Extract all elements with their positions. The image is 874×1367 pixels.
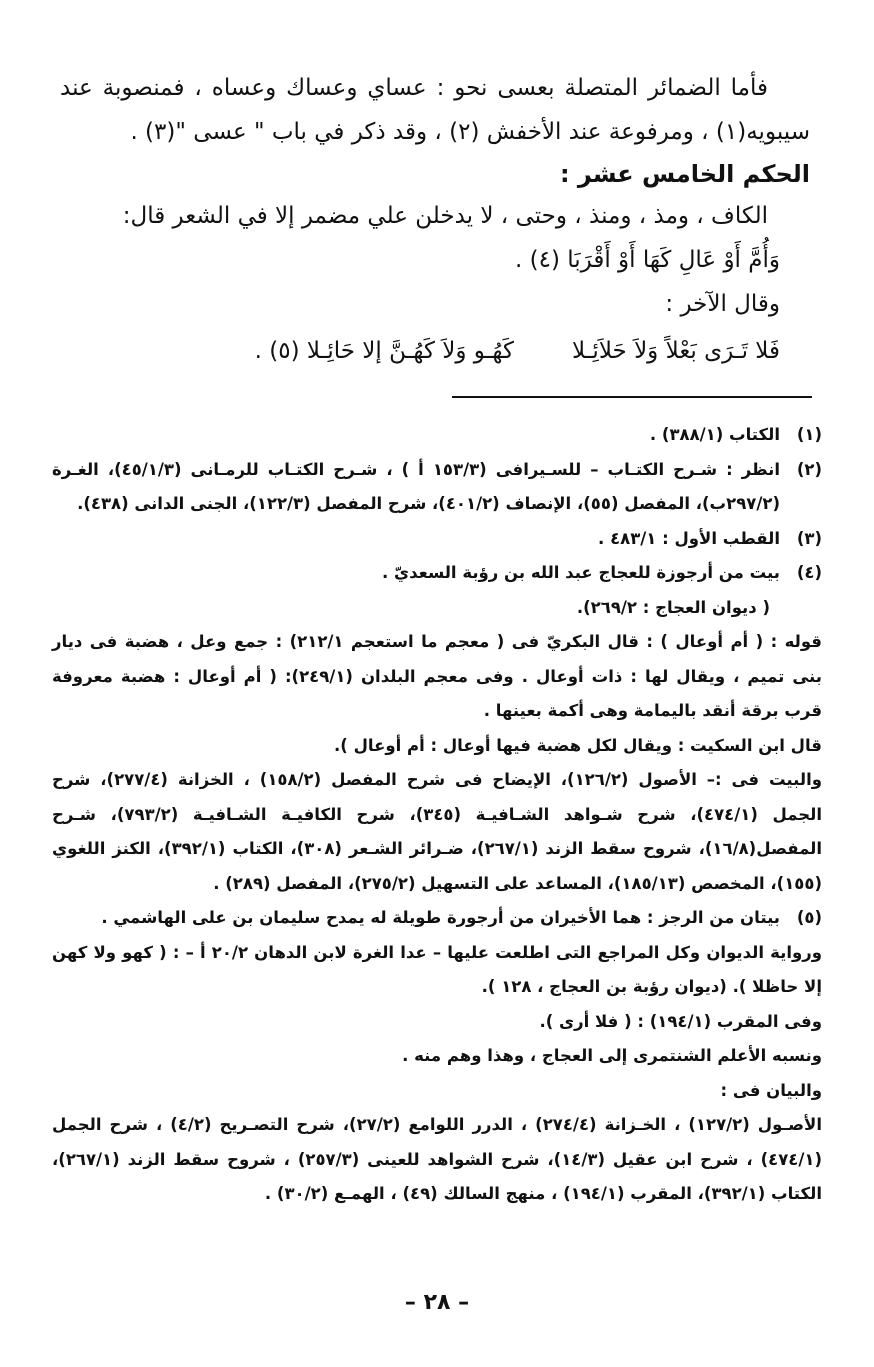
footnote-text: وفى المقرب (١٩٤/١) : ( فلا أرى ). xyxy=(539,1011,822,1031)
footnote-4-continuation xyxy=(52,625,822,901)
footnote-number: (٢) xyxy=(796,459,822,479)
verse-hemistich-second: كَهُـو وَلاَ كَهُـنَّ إلا حَائِـلا (٥) . xyxy=(254,338,514,364)
footnote-number: (٤) xyxy=(796,563,822,582)
footnote-text: بيتان من الرجز : هما الأخيران من أرجورة طويلة له يمدح سليمان بن على الهاشمي . xyxy=(101,908,780,927)
footnote-5-continuation xyxy=(52,936,822,1212)
page-number: – ٢٨ – xyxy=(404,1290,470,1315)
paragraph-pronouns: فأما الضمائر المتصلة بعسى نحو : عساي وعساك وعساه ، فمنصوبة عند سيبويه(١) ، ومرفوعة عند الأخفش (٢) ، وقد ذكر في باب " عسى "(٣) . xyxy=(60,75,810,145)
footnote-text: قوله : ( أم أوعال ) : قال البكريّ فى ( معجم ما استعجم ٢١٢/١) : جمع وعل ، هضبة فى ديار بنى تميم ، ويقال لها : ذات أوعال . وفى معجم البلدان (٢٤٩/١): ( أم أوعال : هضبة معروفة قرب برقة أنقد باليمامة وهى أكمة بعينها . xyxy=(52,632,822,720)
footnote-text: ( ديوان العجاج : ٢٦٩/٢). xyxy=(576,597,770,617)
footnote-3 xyxy=(52,522,822,557)
footnote-text: الأصـول (١٢٧/٢) ، الخـزانة (٢٧٤/٤) ، الدرر اللوامع (٢٧/٢)، شرح التصـريح (٤/٢) ، شرح الجمل (٤٧٤/١) ، شرح ابن عقيل (١٤/٣)، شرح الشواهد للعينى (٢٥٧/٣) ، شروح سقط الزند (٢٦٧/١)، الكتاب (٣٩٢/١)، المقرب (١٩٤/١) ، منهج السالك (٤٩) ، الهمـع (٣٠/٢) . xyxy=(52,1115,822,1203)
verse-hemistich-first: فَلا تَـرَى بَعْلاً وَلاَ حَلاَئِـلا xyxy=(571,338,780,364)
footnote-text: والبيان فى : xyxy=(720,1080,822,1100)
footnote-text: ورواية الديوان وكل المراجع التى اطلعت عليها – عدا الغرة لابن الدهان ٢٠/٢ أ – : ( كهو ولا كهن إلا حاظلا ). (ديوان رؤبة بن العجاج ، ١٢٨ ). xyxy=(52,942,823,996)
verse-couplet xyxy=(60,326,810,376)
paragraph-another-poet: وقال الآخر : xyxy=(665,291,780,317)
footnote-number: (٣) xyxy=(796,528,822,548)
footnote-4 xyxy=(52,556,822,625)
footnote-5 xyxy=(52,901,822,936)
footnotes xyxy=(52,418,822,1212)
footnote-number: (١) xyxy=(796,425,822,444)
footnote-text: قال ابن السكيت : ويقال لكل هضبة فيها أوعال : أم أوعال ). xyxy=(334,735,822,755)
footnote-separator xyxy=(452,396,812,398)
footnote-text: القطب الأول : ٤٨٣/١ . xyxy=(598,528,780,548)
footnote-text: انظر : شـرح الكتـاب – للسـيرافى (١٥٣/٣ أ ) ، شـرح الكتـاب للرمـانى (٤٥/١/٣)، الغـرة (٢٩٧/٢ب)، المفصل (٥٥)، الإنصاف (٤٠١/٢)، شرح المفصل (١٢٢/٣)، الجنى الدانى (٤٣٨). xyxy=(52,459,780,513)
footnote-text: ونسبه الأعلم الشنتمرى إلى العجاج ، وهذا وهم منه . xyxy=(402,1046,822,1065)
main-text xyxy=(60,66,810,376)
footnote-number: (٥) xyxy=(796,908,822,927)
section-heading: الحكم الخامس عشر : xyxy=(559,160,810,188)
footnote-text: بيت من أرجوزة للعجاج عبد الله بن رؤبة السعديّ . xyxy=(381,563,780,582)
footnote-1 xyxy=(52,418,822,453)
footnote-text: الكتاب (٣٨٨/١) . xyxy=(649,425,780,444)
paragraph-particles: الكاف ، ومذ ، ومنذ ، وحتى ، لا يدخلن علي مضمر إلا في الشعر قال: xyxy=(122,203,768,229)
footnote-2 xyxy=(52,453,822,522)
verse-line-1: وَأُمَّ أَوْ عَالِ كَهَا أَوْ أَقْرَبَا (٤) . xyxy=(514,247,780,273)
footnote-text: والبيت فى :– الأصول (١٢٦/٢)، الإيضاح فى شرح المفصل (١٥٨/٢) ، الخزانة (٢٧٧/٤)، شرح الجمل (٤٧٤/١)، شرح شـواهد الشـافيـة (٣٤٥)، شرح الكافيـة الشـافيـة (٧٩٣/٢)، شـرح المفصل(١٦/٨)، شروح سقط الزند (٢٦٧/١)، ضـرائر الشـعر (٣٠٨)، الكتاب (٣٩٢/١)، الكنز اللغوي (١٥٥)، المخصص (١٨٥/١٣)، المساعد على التسهيل (٢٧٥/٢)، المفصل (٢٨٩) . xyxy=(52,770,822,893)
